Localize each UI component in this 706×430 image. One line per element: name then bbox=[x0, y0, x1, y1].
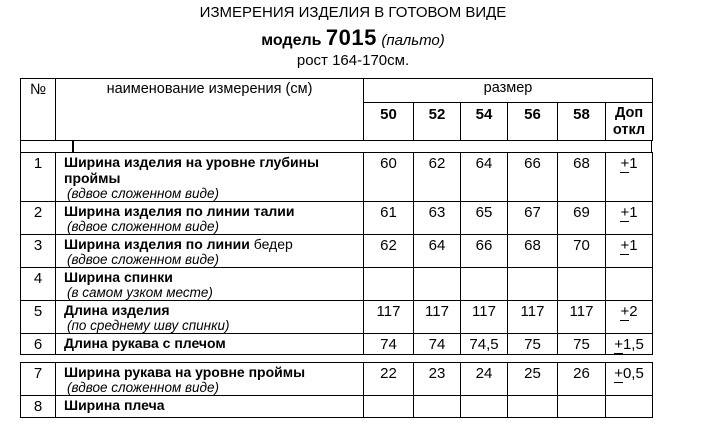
measurement-name-cell bbox=[56, 301, 364, 334]
size-value: 61 bbox=[364, 202, 414, 235]
measurement-label-text: Длина рукава с плечом bbox=[64, 335, 226, 351]
tolerance-number: 1 bbox=[629, 155, 638, 172]
measurement-name-cell bbox=[56, 363, 364, 396]
table-row bbox=[21, 235, 653, 268]
measurement-label-text: Ширина спинки bbox=[64, 269, 173, 285]
measurement-label-suffix: бедер bbox=[249, 236, 293, 252]
model-number: 7015 bbox=[325, 24, 377, 50]
tolerance-value bbox=[606, 396, 653, 418]
measurement-note: (вдвое сложенном виде) bbox=[67, 219, 219, 234]
spacer-divider bbox=[72, 141, 74, 152]
measurement-note: (вдвое сложенном виде) bbox=[67, 186, 219, 201]
measurement-note: (в самом узком месте) bbox=[67, 285, 213, 300]
column-header-size-52: 52 bbox=[414, 103, 461, 141]
tolerance-sign: + bbox=[614, 336, 623, 353]
size-value: 23 bbox=[414, 363, 461, 396]
measurement-label bbox=[64, 335, 359, 351]
size-value: 69 bbox=[558, 202, 606, 235]
size-value: 68 bbox=[508, 235, 558, 268]
tolerance-value bbox=[606, 235, 653, 268]
measurement-label-text: Ширина плеча bbox=[64, 397, 165, 413]
table-row bbox=[21, 396, 653, 418]
size-value bbox=[461, 268, 508, 301]
tolerance-value bbox=[606, 334, 653, 355]
size-value bbox=[508, 396, 558, 418]
table-body-lower bbox=[20, 362, 653, 418]
size-value bbox=[364, 396, 414, 418]
size-value: 75 bbox=[558, 334, 606, 355]
header-row-1 bbox=[21, 79, 653, 103]
size-value: 26 bbox=[558, 363, 606, 396]
column-header-name: наименование измерения (см) bbox=[56, 79, 364, 141]
table-gap bbox=[20, 355, 706, 362]
measurement-label bbox=[64, 203, 359, 219]
size-value bbox=[558, 396, 606, 418]
table-row bbox=[21, 268, 653, 301]
table-row bbox=[21, 202, 653, 235]
tolerance-value bbox=[606, 202, 653, 235]
table-row bbox=[21, 153, 653, 202]
size-value bbox=[508, 268, 558, 301]
size-value bbox=[364, 268, 414, 301]
tolerance-number: 0,5 bbox=[622, 365, 644, 382]
size-value: 117 bbox=[508, 301, 558, 334]
tolerance-header-line2: откл bbox=[612, 122, 646, 138]
measurement-label bbox=[64, 236, 359, 252]
measurement-label bbox=[64, 269, 359, 285]
measurement-label bbox=[64, 154, 359, 186]
table-row bbox=[21, 334, 653, 355]
column-header-size-56: 56 bbox=[508, 103, 558, 141]
row-number: 5 bbox=[21, 301, 56, 334]
measurement-name-cell bbox=[56, 396, 364, 418]
tolerance-sign: + bbox=[620, 303, 630, 320]
size-value bbox=[558, 268, 606, 301]
table-row bbox=[21, 363, 653, 396]
measurement-label-text: Ширина изделия по линии талии bbox=[64, 203, 295, 219]
tolerance-number: 2 bbox=[629, 303, 638, 320]
measurement-note: (вдвое сложенном виде) bbox=[67, 252, 219, 267]
size-value bbox=[414, 268, 461, 301]
size-value: 25 bbox=[508, 363, 558, 396]
measurement-name-cell bbox=[56, 202, 364, 235]
column-header-number: № bbox=[21, 79, 56, 141]
measurement-name-cell bbox=[56, 334, 364, 355]
height-line: рост 164-170см. bbox=[296, 52, 410, 70]
tolerance-value bbox=[606, 363, 653, 396]
page-title: ИЗМЕРЕНИЯ ИЗДЕЛИЯ В ГОТОВОМ ВИДЕ bbox=[199, 4, 507, 21]
tolerance-sign: + bbox=[620, 237, 630, 254]
size-value: 60 bbox=[364, 153, 414, 202]
size-value bbox=[461, 396, 508, 418]
table-row bbox=[21, 301, 653, 334]
tolerance-header-line1: Доп bbox=[614, 105, 644, 121]
size-value: 67 bbox=[508, 202, 558, 235]
row-number: 1 bbox=[21, 153, 56, 202]
table-header bbox=[20, 78, 653, 141]
tolerance-number: 1 bbox=[629, 237, 638, 254]
spacer-row bbox=[20, 141, 652, 152]
size-value: 66 bbox=[461, 235, 508, 268]
tolerance-sign: + bbox=[620, 204, 630, 221]
size-value: 62 bbox=[414, 153, 461, 202]
row-number: 2 bbox=[21, 202, 56, 235]
row-number: 8 bbox=[21, 396, 56, 418]
size-value: 74,5 bbox=[461, 334, 508, 355]
table-body-upper bbox=[20, 152, 653, 355]
row-number: 4 bbox=[21, 268, 56, 301]
measurement-label-text: Длина изделия bbox=[64, 302, 170, 318]
column-header-tolerance bbox=[606, 103, 653, 141]
size-value: 117 bbox=[558, 301, 606, 334]
tolerance-value bbox=[606, 301, 653, 334]
tolerance-number: 1,5 bbox=[622, 336, 644, 353]
size-value: 74 bbox=[364, 334, 414, 355]
tolerance-value bbox=[606, 153, 653, 202]
measurement-label-text: Ширина рукава на уровне проймы bbox=[64, 364, 306, 380]
measurement-label bbox=[64, 302, 359, 318]
measurement-name-cell bbox=[56, 268, 364, 301]
tolerance-value bbox=[606, 268, 653, 301]
size-value: 64 bbox=[414, 235, 461, 268]
size-value: 65 bbox=[461, 202, 508, 235]
size-value: 75 bbox=[508, 334, 558, 355]
model-line bbox=[0, 24, 706, 52]
measurement-label bbox=[64, 397, 359, 413]
size-value: 63 bbox=[414, 202, 461, 235]
measurements-table bbox=[20, 78, 706, 418]
size-value bbox=[414, 396, 461, 418]
measurement-name-cell bbox=[56, 153, 364, 202]
measurement-label-text: Ширина изделия на уровне глубины проймы bbox=[64, 154, 319, 186]
row-number: 7 bbox=[21, 363, 56, 396]
size-value: 64 bbox=[461, 153, 508, 202]
size-value: 70 bbox=[558, 235, 606, 268]
column-header-size-54: 54 bbox=[461, 103, 508, 141]
tolerance-sign: + bbox=[614, 365, 623, 382]
size-value: 24 bbox=[461, 363, 508, 396]
tolerance-number: 1 bbox=[629, 204, 638, 221]
size-value: 22 bbox=[364, 363, 414, 396]
measurement-label-text: Ширина изделия по линии bbox=[64, 236, 250, 252]
size-value: 74 bbox=[414, 334, 461, 355]
measurement-note: (по среднему шву спинки) bbox=[67, 318, 230, 333]
size-value: 117 bbox=[414, 301, 461, 334]
size-value: 117 bbox=[461, 301, 508, 334]
column-header-size-50: 50 bbox=[364, 103, 414, 141]
title-block bbox=[0, 0, 706, 71]
measurement-note: (вдвое сложенном виде) bbox=[67, 380, 219, 395]
column-header-size-group: размер bbox=[364, 79, 653, 103]
tolerance-sign: + bbox=[620, 155, 630, 172]
model-label: модель bbox=[261, 31, 322, 49]
model-type: (пальто) bbox=[381, 31, 445, 49]
size-value: 62 bbox=[364, 235, 414, 268]
size-value: 117 bbox=[364, 301, 414, 334]
size-value: 66 bbox=[508, 153, 558, 202]
measurement-name-cell bbox=[56, 235, 364, 268]
column-header-size-58: 58 bbox=[558, 103, 606, 141]
measurement-label bbox=[64, 364, 359, 380]
size-value: 68 bbox=[558, 153, 606, 202]
row-number: 6 bbox=[21, 334, 56, 355]
row-number: 3 bbox=[21, 235, 56, 268]
